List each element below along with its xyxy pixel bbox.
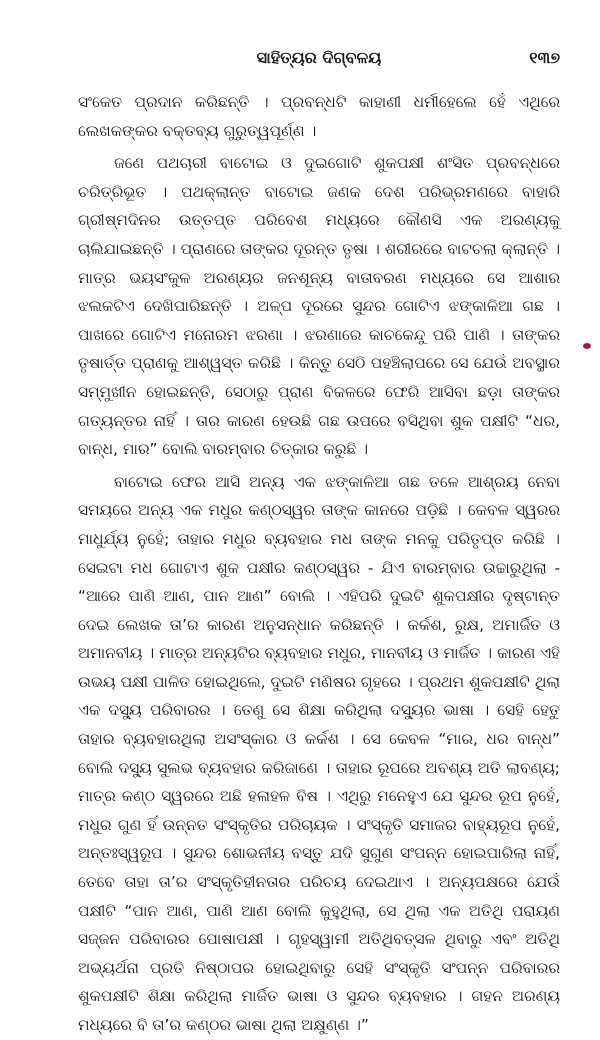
- paragraph-3: ବାଟୋଇ ଫେର ଆସି ଅନ୍ୟ ଏକ ଝଙ୍କାଳିଆ ଗଛ ତଳେ ଆଶ୍ରୟ ନେବା ସମୟରେ ଅନ୍ୟ ଏକ ମଧୁର କଣ୍ଠସ୍ୱର ତାଙ୍କ କାନରେ ପଡ଼ିଛି । କେବଳ ସ୍ୱରର ମାଧୁର୍ଯ୍ୟ ନୁହେଁ; ତାହାର ମଧୁର ବ୍ୟବହାର ମଧ ତାଙ୍କ ମନକୁ ପରିତୃପ୍ତ କରିଛି । ସେଇଟା ମଧ ଗୋଟାଏ ଶୁକ ପକ୍ଷୀର କଣ୍ଠସ୍ୱର - ଯିଏ ବାରମ୍ବାର ଉଚ୍ଚାରୁଥିଲା - “ଆରେ ପାଣି ଆଣ, ପାନ ଆଣ” ବୋଲି । ଏହିପରି ଦୁଇଟି ଶୁକପକ୍ଷୀର ଦୃଷ୍ଟାନ୍ତ ଦେଇ ଲେଖକ ତା’ର କାରଣ ଅନୁସନ୍ଧାନ କରିଛନ୍ତି । କର୍କଶ, ରୁକ୍ଷ, ଅମାର୍ଜିତ ଓ ଅମାନବୀୟ । ମାତ୍ର ଅନ୍ୟଟିର ବ୍ୟବହାର ମଧୁର, ମାନବୀୟ ଓ ମାର୍ଜିତ । କାରଣ ଏହି ଉଭୟ ପକ୍ଷୀ ପାଳିତ ହୋଇଥିଲେ, ଦୁଇଟି ମଣିଷର ଗୃହରେ । ପ୍ରଥମ ଶୁକପକ୍ଷୀଟି ଥିଲା ଏକ ଦସ୍ୟୁ ପରିବାରର । ତେଣୁ ସେ ଶିକ୍ଷା କରିଥିଲା ଦସ୍ୟୁର ଭାଷା । ସେହି ହେତୁ ତାହାର ବ୍ୟବହାରଥିଲା ଅସଂସ୍କାର ଓ କର୍କଶ । ସେ କେବଳ “ମାର, ଧର ବାନ୍ଧ” ବୋଲି ଦସ୍ୟୁ ସୁଲଭ ବ୍ୟବହାର କରିଜାଣେ । ତାହାର ରୂପରେ ଅବଶ୍ୟ ଅତି ଲାବଣ୍ୟ; ମାତ୍ର କଣ୍ଠ ସ୍ୱରରେ ଅଛି ହଳାହଳ ବିଷ । ଏଥିରୁ ମନେହୁଏ ଯେ ସୁନ୍ଦର ରୂପ ନୁହେଁ, ମଧୁର ଗୁଣ ହିଁ ଉନ୍ନତ ସଂସ୍କୃତିର ପରିଚାୟକ । ସଂସ୍କୃତି ସମାଜର ବାହ୍ୟରୂପ ନୁହେଁ, ଅନ୍ତଃସ୍ୱରୂପ । ସୁନ୍ଦର ଶୋଭନୀୟ ବସ୍ତୁ ଯଦି ସୁଗୁଣ ସଂପନ୍ନ ହୋଇପାରିଲା ନାହିଁ, ତେବେ ତାହା ତା’ର ସଂସ୍କୃତିହୀନତାର ପରିଚୟ ଦେଇଥାଏ । ଅନ୍ୟପକ୍ଷରେ ଯେଉଁ ପକ୍ଷୀଟି “ପାନ ଆଣ, ପାଣି ଆଣ ବୋଲି କୁହୁଥିଲା, ସେ ଥିଲା ଏକ ଅତିଥି ପରାୟଣ ସଜ୍ଜନ ପରିବାରର ପୋଷାପକ୍ଷୀ । ଗୃହସ୍ୱାମୀ ଅତିଥିବତ୍ସଳ ଥିବାରୁ ଏବଂ ଅତିଥି ଅଭ୍ୟର୍ଥନା ପ୍ରତି ନିଷ୍ଠାପର ହୋଇଥିବାରୁ ସେହି ସଂସ୍କୃତି ସଂପନ୍ନ ପରିବାରର ଶୁକପକ୍ଷୀଟି ଶିକ୍ଷା କରିଥିଲା ମାର୍ଜିତ ଭାଷା ଓ ସୁନ୍ଦର ବ୍ୟବହାର । ଗହନ ଅରଣ୍ୟ ମଧ୍ୟରେ ବି ତା’ର କଣ୍ଠର ଭାଷା ଥିଲା ଅକ୍ଷୁଣ୍ଣ ।”: [78, 472, 560, 1034]
- paragraph-1: ସଂକେତ ପ୍ରଦାନ କରିଛନ୍ତି । ପ୍ରବନ୍ଧଟି କାହାଣୀ ଧର୍ମୀହେଲେ ହେଁ ଏଥିରେ ଲେଖକଙ୍କର ବକ୍ତବ୍ୟ ଗୁରୁତ୍ୱପୂର୍ଣ୍ଣ ।: [78, 93, 560, 140]
- ink-mark: [583, 343, 591, 349]
- paragraph-2: ଜଣେ ପଥଚାରୀ ବାଟୋଇ ଓ ଦୁଇଗୋଟି ଶୁକପକ୍ଷୀ ଶଂସିତ ପ୍ରବନ୍ଧରେ ଚରିତ୍ରିଭୂତ । ପଥକ୍ଲାନ୍ତ ବାଟୋଇ ଜଣକ ଦେଶ ପରିଭ୍ରମଣରେ ବାହାରି ଗ୍ରୀଷ୍ମଦିନର ଉତ୍ତପ୍ତ ପରିବେଶ ମଧ୍ୟରେ କୌଣସି ଏକ ଅରଣ୍ୟକୁ ଚାଲିଯାଇଛନ୍ତି । ପ୍ରାଣରେ ତାଙ୍କର ଦୂରନ୍ତ ତୃଷା । ଶରୀରରେ ବାଟଚଲା କ୍ଲାନ୍ତି । ମାତ୍ର ଭୟସଂକୁଳ ଅରଣ୍ୟର ଜନଶୂନ୍ୟ ବାତାବରଣ ମଧ୍ୟରେ ସେ ଆଶାର ଝଲକଟିଏ ଦେଖିପାରିଛନ୍ତି । ଅଳ୍ପ ଦୂରରେ ସୁନ୍ଦର ଗୋଟିଏ ଝଙ୍କାଳିଆ ଗଛ । ପାଖରେ ଗୋଟିଏ ମନୋରମ ଝରଣା । ଝରଣାରେ କାଚକେନ୍ଦୁ ପରି ପାଣି । ତାଙ୍କର ତୃଷାର୍ତ୍ତ ପ୍ରାଣକୁ ଆଶ୍ୱସ୍ତ କରିଛି । କିନ୍ତୁ ସେଠି ପହଞ୍ଚିଲାପରେ ସେ ଯେଉଁ ଅବସ୍ଥାର ସମ୍ମୁଖୀନ ହୋଇଛନ୍ତି, ସେଠାରୁ ପ୍ରାଣ ବିକଳରେ ଫେରି ଆସିବା ଛଡ଼ା ତାଙ୍କର ଗତ୍ୟନ୍ତର ନାହିଁ । ତାର କାରଣ ହେଉଛି ଗଛ ଉପରେ ବସିଥିବା ଶୁକ ପକ୍ଷୀଟି “ଧର, ବାନ୍ଧ, ମାର” ବୋଲି ବାରମ୍ବାର ଚିତ୍କାର କରୁଛି ।: [78, 154, 560, 459]
- running-title: ସାହିତ୍ୟର ଦିଗ୍‌ବଳୟ: [256, 48, 382, 67]
- page-number: ୧୩୭: [529, 48, 560, 67]
- body-text: [78, 88, 560, 1040]
- page-header: [78, 48, 560, 88]
